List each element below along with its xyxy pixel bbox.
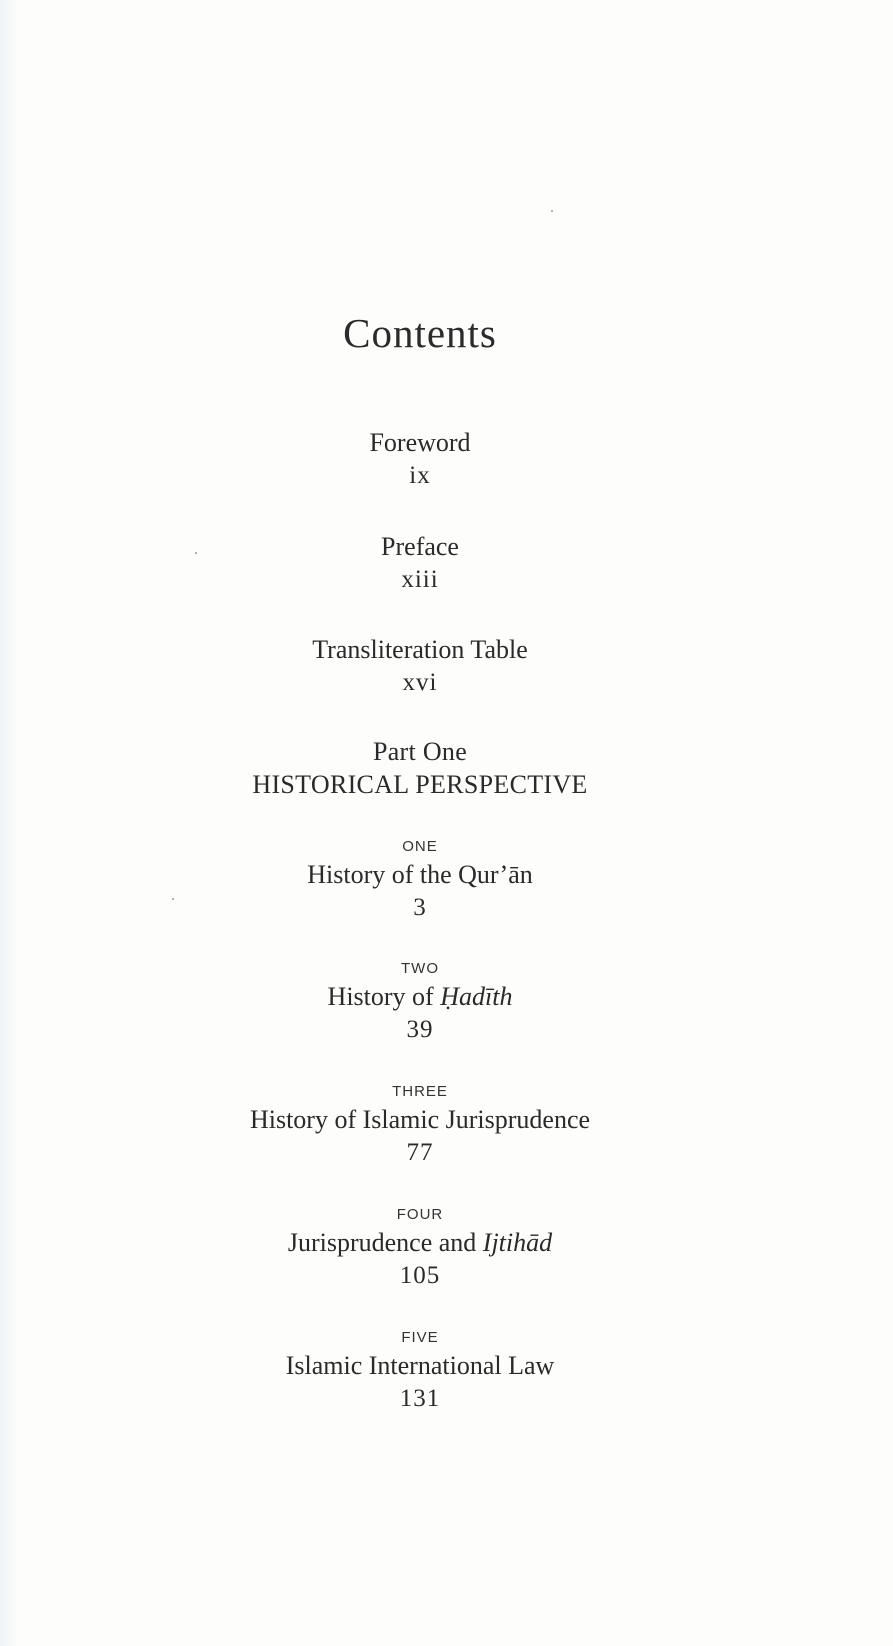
chapter-page: 77 (406, 1139, 434, 1166)
paper-speck (551, 210, 553, 212)
toc-entry-page: xiii (401, 566, 439, 593)
toc-entry-transliteration-table (0, 633, 840, 699)
chapter-title-text: Jurisprudence and (287, 1228, 483, 1257)
chapter-title-text: History of the Qur’ān (307, 860, 533, 889)
toc-chapter-two (0, 958, 840, 1046)
chapter-number: THREE (392, 1083, 448, 1100)
toc-chapter-four (0, 1204, 840, 1292)
chapter-title (0, 858, 840, 891)
toc-entry-foreword (0, 426, 840, 492)
chapter-title-italic: Ḥadīth (440, 982, 513, 1011)
chapter-page: 39 (406, 1016, 434, 1043)
chapter-page: 3 (413, 894, 427, 921)
chapter-number: TWO (401, 960, 439, 977)
part-label: Part One (372, 737, 468, 766)
toc-entry-preface (0, 530, 840, 596)
chapter-number: FOUR (396, 1206, 444, 1223)
chapter-title (0, 1103, 840, 1136)
chapter-page: 105 (399, 1262, 441, 1289)
chapter-title (0, 1226, 840, 1259)
toc-chapter-one (0, 836, 840, 924)
toc-chapter-five (0, 1327, 840, 1415)
toc-entry-title: Foreword (369, 428, 471, 457)
toc-entry-page: ix (409, 462, 431, 489)
chapter-title-text: History of (327, 982, 441, 1011)
chapter-title (0, 980, 840, 1013)
page-title: Contents (343, 310, 497, 356)
toc-chapter-three (0, 1081, 840, 1169)
chapter-title-text: Islamic International Law (285, 1351, 555, 1380)
part-title: HISTORICAL PERSPECTIVE (252, 770, 588, 799)
toc-part-heading (0, 735, 840, 801)
toc-entry-title: Preface (381, 532, 459, 561)
chapter-title-italic: Ijtihād (482, 1228, 553, 1257)
toc-entry-title: Transliteration Table (312, 635, 528, 664)
toc-entry-page: xvi (402, 669, 438, 696)
chapter-title-text: History of Islamic Jurisprudence (249, 1105, 591, 1134)
chapter-number: ONE (402, 838, 438, 855)
chapter-number: FIVE (401, 1329, 439, 1346)
chapter-page: 131 (399, 1385, 441, 1412)
chapter-title (0, 1349, 840, 1382)
